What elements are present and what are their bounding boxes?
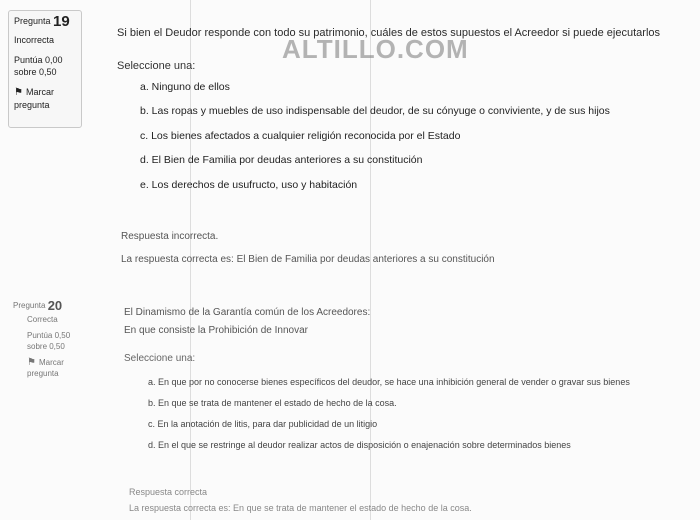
flag-icon: ⚑ [27,357,36,368]
option-b[interactable]: b. Las ropas y muebles de uso indispensable del deudor, de su cónyuge o conviviente, y de sus hijos [140,105,610,117]
question-20-info [8,296,82,388]
question-number: 19 [53,13,70,30]
score-line-2: sobre 0,50 [14,67,57,77]
score-line-1: Puntúa 0,50 [27,331,71,340]
score-line-2: sobre 0,50 [27,342,65,351]
question-number: 20 [47,298,63,313]
option-d[interactable]: d. En el que se restringe al deudor realizar actos de disposición o enajenación sobre determinados bienes [148,440,571,450]
flag-label: Marcar [25,87,54,97]
flag-icon: ⚑ [14,87,23,98]
option-a[interactable]: a. Ninguno de ellos [140,81,230,93]
question-20-text-line2: En que consiste la Prohibición de Innovar [124,325,309,336]
question-19-info [8,10,82,128]
question-score [13,330,77,352]
feedback-status: Respuesta correcta [129,487,208,497]
question-status: Correcta [27,315,58,324]
select-prompt: Seleccione una: [124,353,196,364]
select-prompt: Seleccione una: [117,60,196,72]
option-c[interactable]: c. Los bienes afectados a cualquier religión reconocida por el Estado [140,130,461,142]
question-score [14,54,76,78]
question-status: Incorrecta [14,35,55,45]
question-20-text-line1: El Dinamismo de la Garantía común de los Acreedores: [124,307,371,318]
question-label-text: Pregunta [13,301,46,310]
flag-question-button[interactable] [13,357,77,379]
option-e[interactable]: e. Los derechos de usufructo, uso y habitación [140,179,358,191]
question-19-text: Si bien el Deudor responde con todo su patrimonio, cuáles de estos supuestos el Acreedor si puede ejecutarlos [117,27,661,39]
flag-label-2: pregunta [27,369,59,378]
flag-question-button[interactable] [14,86,76,111]
feedback-status: Respuesta incorrecta. [121,231,219,242]
option-b[interactable]: b. En que se trata de mantener el estado de hecho de la cosa. [148,398,397,408]
option-a[interactable]: a. En que por no conocerse bienes específicos del deudor, se hace una inhibición general de vender o gravar sus bienes [148,377,630,387]
option-d[interactable]: d. El Bien de Familia por deudas anteriores a su constitución [140,154,423,166]
question-label [14,15,76,28]
question-label [13,300,77,311]
feedback-answer: La respuesta correcta es: El Bien de Familia por deudas anteriores a su constitución [121,254,495,265]
flag-label: Marcar [38,358,64,367]
question-label-text: Pregunta [14,16,51,26]
option-c[interactable]: c. En la anotación de litis, para dar publicidad de un litigio [148,419,378,429]
score-line-1: Puntúa 0,00 [14,55,63,65]
feedback-answer: La respuesta correcta es: En que se trata de mantener el estado de hecho de la cosa. [129,503,472,513]
flag-label-2: pregunta [14,100,50,110]
watermark: ALTILLO.COM [282,34,469,64]
